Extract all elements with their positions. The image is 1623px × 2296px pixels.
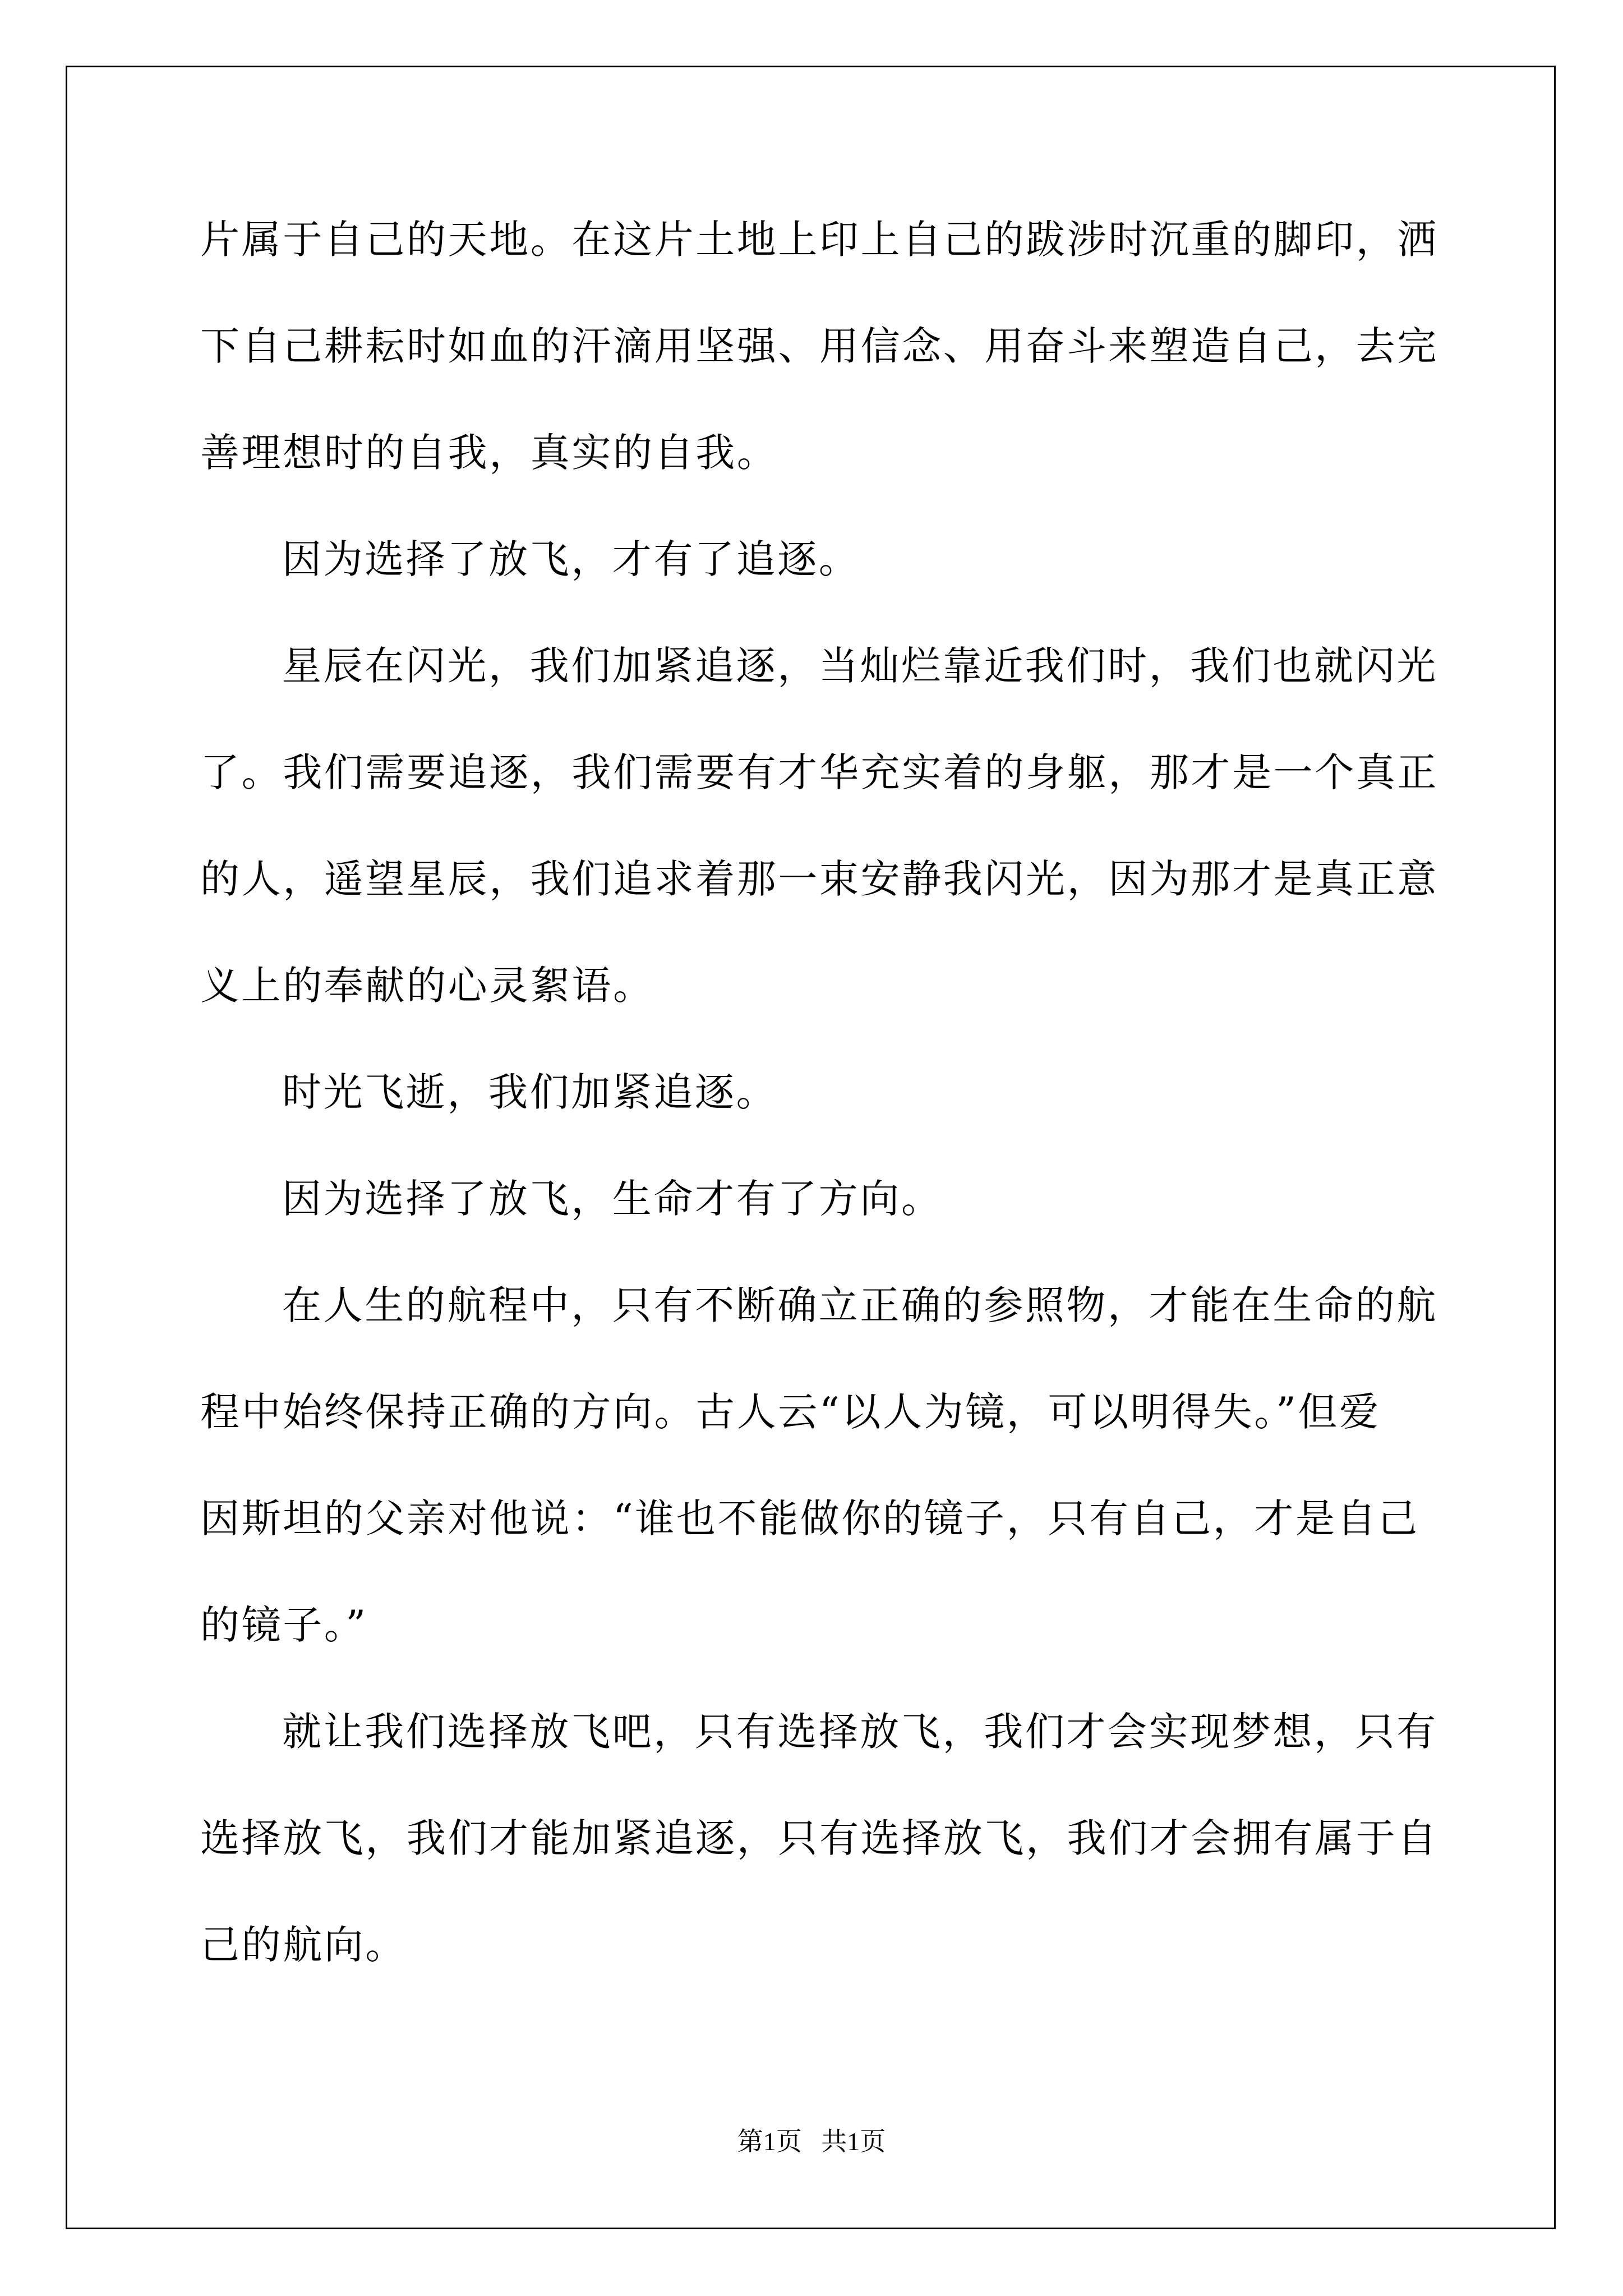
text-line: 因斯坦的父亲对他说：“谁也不能做你的镜子，只有自己，才是自己 (200, 1496, 1419, 1542)
text-line: 程中始终保持正确的方向。古人云“以人为镜，可以明得失。”但爱 (200, 1389, 1381, 1435)
text-line: 下自己耕耘时如血的汗滴用坚强、用信念、用奋斗来塑造自己，去完 (200, 323, 1438, 369)
text-line: 善理想时的自我，真实的自我。 (200, 430, 778, 476)
paragraph-first-line: 星辰在闪光，我们加紧追逐，当灿烂靠近我们时，我们也就闪光 (282, 643, 1438, 689)
text-line: 义上的奉献的心灵絮语。 (200, 963, 654, 1009)
text-line: 己的航向。 (200, 1922, 407, 1968)
page-number-footer: 第1页 共1页 (737, 2127, 886, 2156)
text-line: 选择放飞，我们才能加紧追逐，只有选择放飞，我们才会拥有属于自 (200, 1815, 1438, 1861)
document-body (200, 213, 1438, 2025)
paragraph-first-line: 因为选择了放飞，生命才有了方向。 (282, 1176, 943, 1222)
text-line: 了。我们需要追逐，我们需要有才华充实着的身躯，那才是一个真正 (200, 749, 1438, 795)
text-line: 的镜子。” (200, 1602, 368, 1648)
paragraph-first-line: 时光飞逝，我们加紧追逐。 (282, 1069, 778, 1115)
paragraph-first-line: 就让我们选择放飞吧，只有选择放飞，我们才会实现梦想，只有 (282, 1709, 1438, 1755)
text-line: 的人，遥望星辰，我们追求着那一束安静我闪光，因为那才是真正意 (200, 856, 1438, 902)
paragraph-first-line: 在人生的航程中，只有不断确立正确的参照物，才能在生命的航 (282, 1282, 1438, 1328)
paragraph-first-line: 因为选择了放飞，才有了追逐。 (282, 536, 860, 582)
text-line: 片属于自己的天地。在这片土地上印上自己的跋涉时沉重的脚印，洒 (200, 217, 1438, 263)
